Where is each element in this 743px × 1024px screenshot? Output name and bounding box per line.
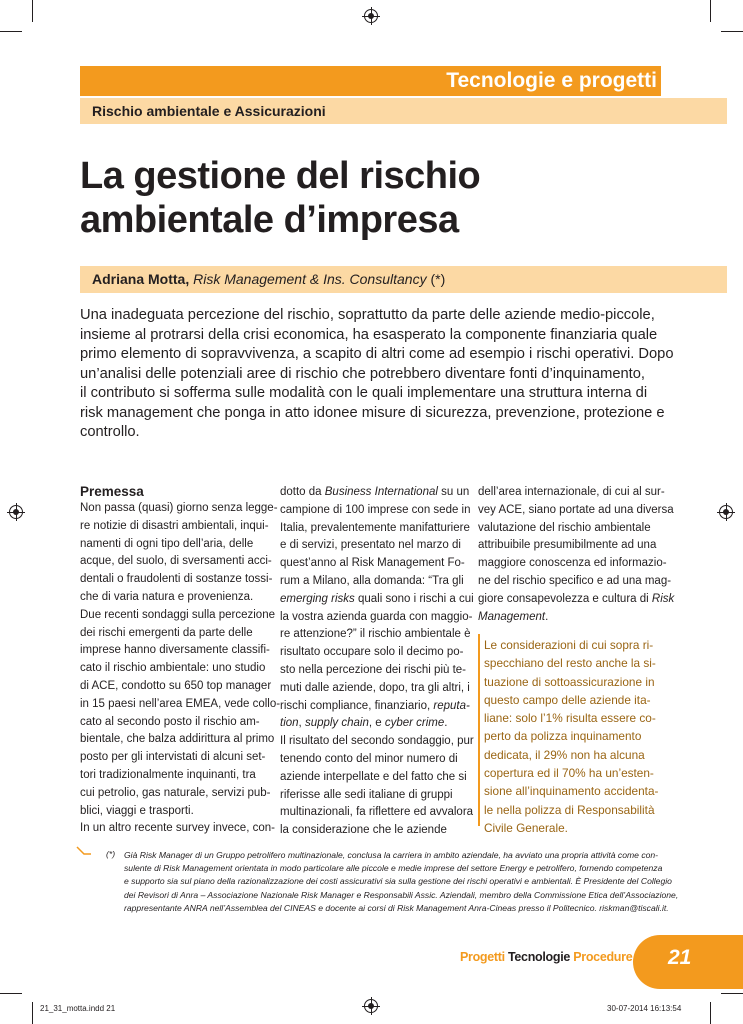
column-line xyxy=(478,484,674,502)
text-run: , e xyxy=(368,717,385,730)
column-line: dei rischi emergenti da parte delle xyxy=(80,626,253,639)
column-line xyxy=(280,698,474,716)
text-run: attribuibile presumibilmente ad una xyxy=(478,539,657,552)
text-run: giore consapevolezza e cultura di xyxy=(478,592,652,605)
column-line xyxy=(280,555,474,573)
column-line: dentali o fraudolenti di sostanze tossi- xyxy=(80,573,273,586)
registration-mark-icon xyxy=(364,9,378,23)
callout-box xyxy=(484,636,658,837)
text-run: . xyxy=(545,610,549,623)
column-line xyxy=(280,644,474,662)
callout-line: perto da polizza inquinamento xyxy=(484,729,642,744)
text-run: . xyxy=(444,717,448,730)
column-text xyxy=(80,500,280,838)
column-line: In un altro recente survey invece, con- xyxy=(80,822,275,835)
italic-text: supply chain xyxy=(304,717,369,730)
crop-mark xyxy=(0,993,22,994)
callout-border xyxy=(478,634,480,826)
column-line xyxy=(280,502,474,520)
footnote-mark: (*) xyxy=(106,849,116,859)
text-run: multinazionali, fa riflettere ed avvalora xyxy=(280,806,474,819)
title-line: La gestione del rischio xyxy=(80,155,481,197)
column-line xyxy=(280,733,474,751)
callout-line: Civile Generale. xyxy=(484,820,568,835)
footnote-marker-icon xyxy=(76,846,92,856)
crop-mark xyxy=(721,993,743,994)
text-run: re attenzione?” il rischio ambientale è xyxy=(280,628,471,641)
column-line: cato al secondo posto il rischio am- xyxy=(80,715,260,728)
text-run: rischi compliance, finanziario, xyxy=(280,699,434,712)
text-run: aziende interpellate e del fatto che si xyxy=(280,770,467,783)
abstract-line: primo elemento di sopravvivenza, a scapito di altri come ad esempio i rischi operativi. Dopo xyxy=(80,346,674,362)
section-header-cap xyxy=(659,66,690,96)
callout-line: copertura ed il 70% ha un’esten- xyxy=(484,766,654,781)
text-run: Italia, prevalentemente manifatturiere xyxy=(280,521,470,534)
column-line: tori tradizionalmente inquinanti, tra xyxy=(80,768,256,781)
column-line: di ACE, condotto su 650 top manager xyxy=(80,679,272,692)
italic-text: cyber crime xyxy=(384,717,445,730)
text-run: , xyxy=(298,717,305,730)
author-name: Adriana Motta, xyxy=(92,271,190,287)
author-affiliation: Risk Management & Ins. Consultancy xyxy=(193,271,427,287)
column-line xyxy=(280,662,474,680)
column-line: bientale, che balza addirittura al primo xyxy=(80,733,275,746)
author-note-mark: (*) xyxy=(426,271,446,287)
column-line xyxy=(280,715,474,733)
italic-text: Management xyxy=(478,610,546,623)
footnote-line: sulente di Risk Management orientata in modo particolare alle piccole e medie imprese del settore Energy e petrolifero, fornendo competenza xyxy=(124,863,663,874)
crop-mark xyxy=(32,1002,33,1024)
abstract-line: risk management che ponga in atto idonee misure di sicurezza, prevenzione, protezione e xyxy=(80,404,665,421)
text-run: dell’area internazionale, di cui al sur- xyxy=(478,486,665,498)
text-run: campione di 100 imprese con sede in xyxy=(280,503,471,516)
callout-line: dedicata, il 29% non ha alcuna xyxy=(484,747,645,762)
column-line: cato il rischio ambientale: uno studio xyxy=(80,662,266,675)
column-text xyxy=(280,484,474,840)
column-line xyxy=(478,555,674,573)
column-line: che di varia natura e provenienza. xyxy=(80,590,254,603)
text-run: su un xyxy=(437,486,470,498)
text-run: ne del rischio specifico e ad una mag- xyxy=(478,574,672,587)
italic-text: Business International xyxy=(324,486,438,498)
column-line: posto per gli intervistati di alcuni set- xyxy=(80,751,266,764)
text-run: tenendo conto del minor numero di xyxy=(280,752,458,765)
slug-left: 21_31_motta.indd 21 xyxy=(40,1004,116,1013)
column-line xyxy=(280,626,474,644)
body-column-2 xyxy=(280,484,474,840)
abstract-line: insieme al protrarsi della crisi economica, ha esasperato la componente finanziaria quale xyxy=(80,326,658,343)
footer-word: Tecnologie xyxy=(508,950,571,964)
column-line: re notizie di disastri ambientali, inqui- xyxy=(80,519,269,532)
column-line xyxy=(478,520,674,538)
column-line xyxy=(478,502,674,520)
text-run: e di servizi, presentato nel marzo di xyxy=(280,539,461,552)
column-line: Non passa (quasi) giorno senza legge- xyxy=(80,502,278,514)
author-line xyxy=(92,270,445,288)
crop-mark xyxy=(710,0,711,22)
column-line xyxy=(478,573,674,591)
crop-mark xyxy=(721,31,743,32)
registration-mark-icon xyxy=(719,505,733,519)
callout-text xyxy=(484,636,658,837)
registration-mark-icon xyxy=(364,999,378,1013)
column-line: cui petrolio, gas naturale, servizi pub- xyxy=(80,786,271,799)
column-line xyxy=(280,769,474,787)
body-column-3 xyxy=(478,484,674,626)
italic-text: Risk xyxy=(651,592,675,605)
footer-label xyxy=(460,950,632,964)
column-line: in 15 paesi nell’area EMEA, vede collo- xyxy=(80,697,281,710)
text-run: la vostra azienda guarda con maggio- xyxy=(280,610,473,623)
footnote xyxy=(124,849,704,915)
italic-text: emerging risks xyxy=(280,592,355,605)
abstract-line: controllo. xyxy=(80,424,140,440)
text-run: maggiore conoscenza ed informazio- xyxy=(478,557,667,570)
footnote-line: rappresentante ANRA nell’Assemblea del CINEAS e docente ai corsi di Risk Management Anra-Cineas presso il Politecnico. riskman@tiscali.it. xyxy=(124,902,669,913)
text-run: quali sono i rischi a cui xyxy=(354,592,474,605)
italic-text: tion xyxy=(280,717,299,730)
body-column-1 xyxy=(80,482,280,838)
column-line xyxy=(280,537,474,555)
text-run: risultato occupare solo il decimo po- xyxy=(280,646,464,659)
crop-mark xyxy=(32,0,33,22)
crop-mark xyxy=(710,1002,711,1024)
callout-line: specchiano del resto anche la si- xyxy=(484,656,656,671)
column-text xyxy=(478,484,674,626)
column-line xyxy=(280,787,474,805)
column-line xyxy=(280,751,474,769)
column-line xyxy=(478,609,674,627)
column-line: Due recenti sondaggi sulla percezione xyxy=(80,608,275,621)
text-run: muti dalle aziende, dopo, tra gli altri, i xyxy=(280,681,470,694)
callout-line: Le considerazioni di cui sopra ri- xyxy=(484,638,654,652)
crop-mark xyxy=(0,31,22,32)
column-line xyxy=(280,680,474,698)
footer-word: Procedure xyxy=(570,950,633,964)
registration-mark-icon xyxy=(9,505,23,519)
column-line: namenti di ogni tipo dell’aria, delle xyxy=(80,537,254,550)
column-line xyxy=(478,537,674,555)
abstract-line: un’analisi delle potenziali aree di rischio che potrebbero diventare fonti d’inquinamento, xyxy=(80,365,646,382)
title-line: ambientale d’impresa xyxy=(80,199,459,241)
page-number: 21 xyxy=(668,946,692,969)
column-line xyxy=(280,520,474,538)
text-run: quest’anno al Risk Management Fo- xyxy=(280,557,465,570)
subsection-title: Rischio ambientale e Assicurazioni xyxy=(92,103,326,119)
column-line xyxy=(280,822,474,840)
footnote-line: e supporto sia sul piano della razionalizzazione dei costi assicurativi sia sulla gestione dei rischi operativi e ambientali. È Presidente del Collegio xyxy=(124,876,672,887)
abstract-line: Una inadeguata percezione del rischio, soprattutto da parte delle aziende medio-piccole, xyxy=(80,307,655,323)
text-run: riferisse alle sedi italiane di gruppi xyxy=(280,788,453,801)
abstract-line: il contributo si sofferma sulle modalità con le quali implementare una struttura interna di xyxy=(80,385,648,401)
callout-line: sione all’inquinamento accidenta- xyxy=(484,784,659,799)
section-title: Tecnologie e progetti xyxy=(446,69,657,92)
column-line: blici, viaggi e trasporti. xyxy=(80,804,194,817)
text-run: rum a Milano, alla domanda: “Tra gli xyxy=(280,574,464,587)
column-line: acque, del suolo, di sversamenti acci- xyxy=(80,555,272,568)
italic-text: reputa- xyxy=(433,699,470,712)
section-heading: Premessa xyxy=(80,484,144,499)
column-line xyxy=(280,573,474,591)
text-run: la considerazione che le aziende xyxy=(280,824,447,837)
column-line xyxy=(280,609,474,627)
text-run: vey ACE, siano portate ad una diversa xyxy=(478,503,674,516)
slug-right: 30-07-2014 16:13:54 xyxy=(607,1004,682,1013)
callout-line: liane: solo l’1% risulta essere co- xyxy=(484,711,656,726)
column-line xyxy=(280,591,474,609)
footnote-line: dei Revisori di Anra – Associazione Nazionale Risk Manager e Responsabili Assic. Aziendali, membro della Commissione Etica dell’Associazione, xyxy=(124,889,679,900)
callout-line: le nella polizza di Responsabilità xyxy=(484,802,655,817)
callout-line: tuazione di sottoassicurazione in xyxy=(484,674,655,689)
column-line xyxy=(280,804,474,822)
footnote-line: Già Risk Manager di un Gruppo petrolifero multinazionale, conclusa la carriera in ambito aziendale, ha avviato una propria attività come con- xyxy=(124,850,659,860)
article-title xyxy=(80,154,680,242)
abstract xyxy=(80,306,674,443)
column-line xyxy=(280,484,474,502)
text-run: sto nella percezione dei rischi più te- xyxy=(280,663,467,676)
callout-line: questo campo delle aziende ita- xyxy=(484,692,651,707)
footer-word: Progetti xyxy=(460,950,508,964)
text-run: dotto da xyxy=(280,486,325,498)
text-run: valutazione del rischio ambientale xyxy=(478,521,651,534)
column-line: imprese hanno diversamente classifi- xyxy=(80,644,270,657)
text-run: Il risultato del secondo sondaggio, pur xyxy=(280,735,474,748)
column-line xyxy=(478,591,674,609)
